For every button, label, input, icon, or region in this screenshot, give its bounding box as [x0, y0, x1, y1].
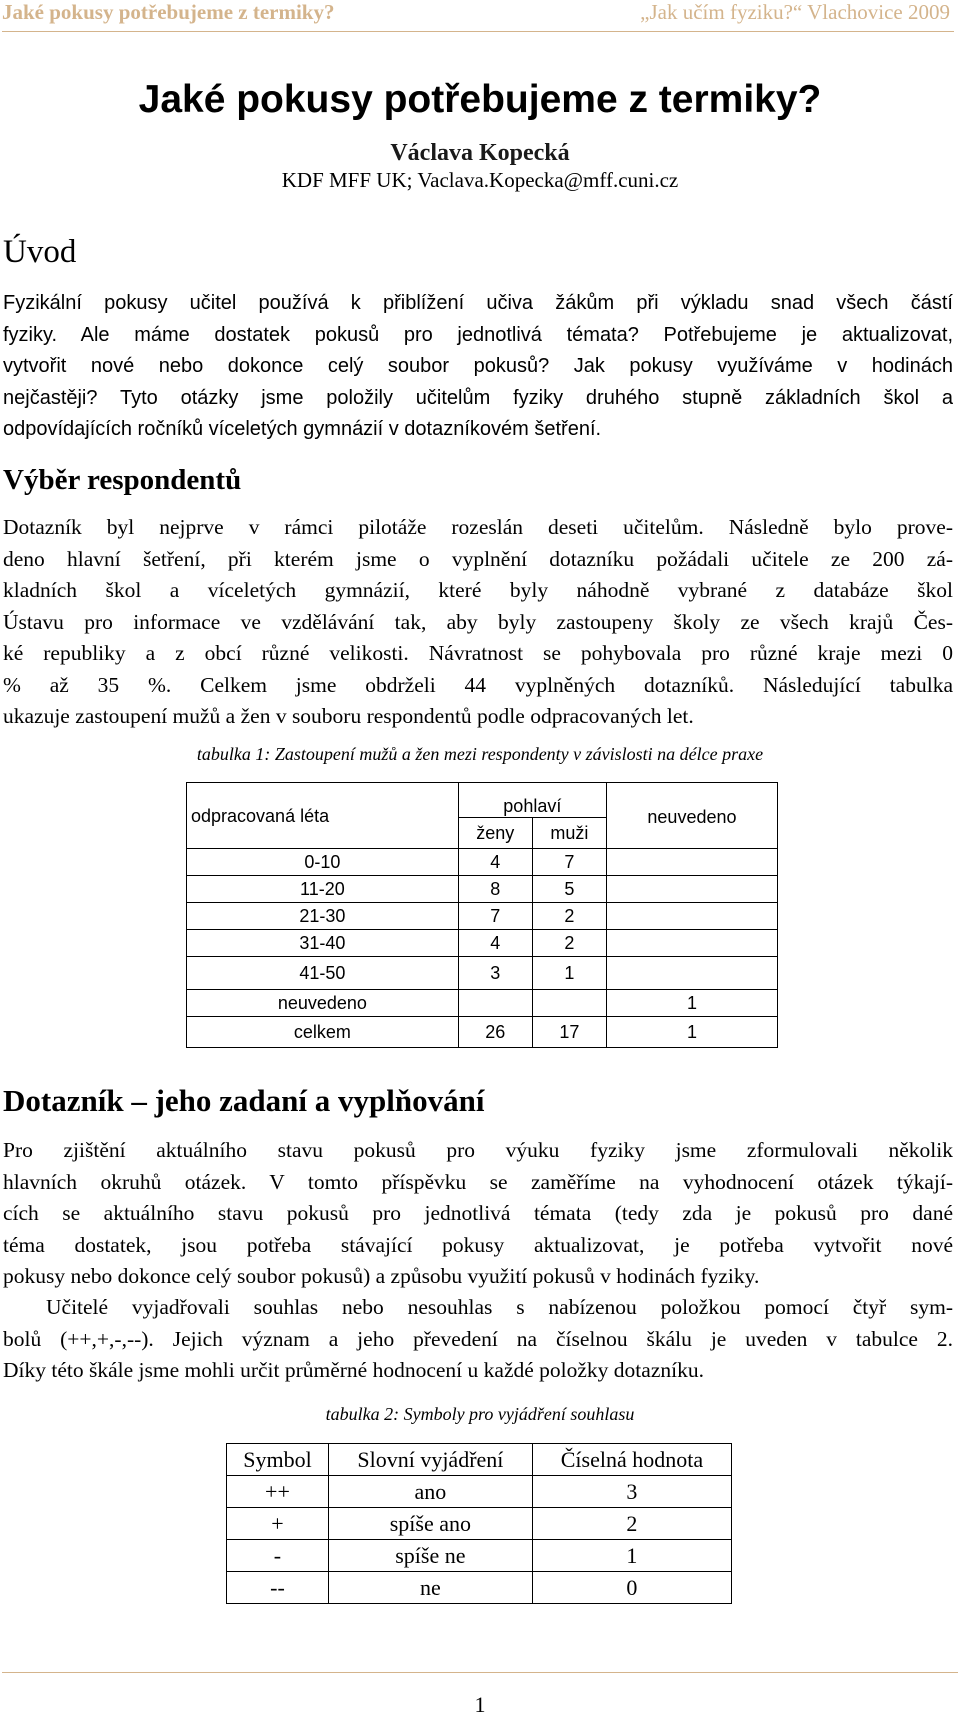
header-symbol: Symbol — [227, 1444, 329, 1476]
running-header-conference: „Jak učím fyziku?“ Vlachovice 2009 — [640, 0, 950, 24]
text-line: Učitelé vyjadřovali souhlas nebo nesouhlas s nabízenou položkou pomocí čtyř sym- — [46, 1295, 953, 1319]
cell-numeric: 0 — [532, 1572, 731, 1604]
table-row — [187, 990, 778, 1017]
header-men: muži — [532, 818, 606, 849]
text-line: pokusy nebo dokonce celý soubor pokusů) a způsobu využití pokusů v hodinách fyziky. — [3, 1264, 760, 1288]
text-line: fyziky. Ale máme dostatek pokusů pro jednotlivá témata? Potřebujeme je aktualizovat, — [3, 323, 953, 346]
text-line: ukazuje zastoupení mužů a žen v souboru respondentů podle odpracovaných let. — [3, 704, 694, 728]
text-line: Ústavu pro informace ve vzdělávání tak, aby byly zastoupeny školy ze všech krajů Čes- — [3, 609, 953, 634]
table-header-row — [227, 1444, 732, 1476]
cell-men: 2 — [532, 903, 606, 930]
respondents-paragraph — [3, 512, 953, 733]
cell-men — [532, 990, 606, 1017]
header-women: ženy — [458, 818, 532, 849]
header-rule — [2, 31, 954, 32]
cell-verbal: spíše ne — [328, 1540, 532, 1572]
text-line: deno hlavní šetření, při kterém jsme o vyplnění dotazníku požádali učitele ze 200 zá- — [3, 546, 953, 571]
text-line: Dotazník byl nejprve v rámci pilotáže rozeslán deseti učitelům. Následně bylo prove- — [3, 515, 953, 539]
cell-years: 31-40 — [187, 930, 459, 957]
text-line: vytvořit nové nebo dokonce celý soubor pokusů? Jak pokusy využíváme v hodinách — [3, 355, 953, 377]
heading-intro: Úvod — [3, 234, 77, 270]
cell-men: 5 — [532, 876, 606, 903]
table-row — [187, 1017, 778, 1048]
table-row — [187, 849, 778, 876]
table-row — [187, 930, 778, 957]
cell-years: 11-20 — [187, 876, 459, 903]
questionnaire-paragraph-2 — [3, 1292, 953, 1387]
table-row — [227, 1572, 732, 1604]
cell-women: 4 — [458, 930, 532, 957]
running-header-title: Jaké pokusy potřebujeme z termiky? — [2, 0, 335, 24]
cell-unknown — [606, 957, 777, 990]
text-line: Pro zjištění aktuálního stavu pokusů pro výuku fyziky jsme zformulovali několik — [3, 1138, 953, 1162]
text-line: odpovídajících ročníků víceletých gymnázií v dotazníkovém šetření. — [3, 418, 602, 440]
cell-women: 7 — [458, 903, 532, 930]
cell-women — [458, 990, 532, 1017]
cell-men: 17 — [532, 1017, 606, 1048]
text-line: nejčastěji? Tyto otázky jsme položily učitelům fyziky druhého stupně základních škol a — [3, 386, 953, 409]
cell-unknown — [606, 849, 777, 876]
cell-verbal: ano — [328, 1476, 532, 1508]
text-line: bolů (++,+,-,--). Jejich význam a jeho převedení na číselnou škálu je uveden v tabulce 2. — [3, 1326, 953, 1351]
text-line: % až 35 %. Celkem jsme obdrželi 44 vyplněných dotazníků. Následující tabulka — [3, 672, 953, 697]
cell-women: 4 — [458, 849, 532, 876]
cell-unknown — [606, 903, 777, 930]
table-row — [227, 1508, 732, 1540]
table-row — [227, 1540, 732, 1572]
cell-unknown — [606, 876, 777, 903]
table-row — [187, 876, 778, 903]
text-line: hlavních okruhů otázek. V tomto příspěvku se zaměříme na vyhodnocení otázek týkají- — [3, 1169, 953, 1194]
footer-rule — [2, 1672, 958, 1673]
table2-caption: tabulka 2: Symboly pro vyjádření souhlasu — [325, 1404, 635, 1424]
header-numeric: Číselná hodnota — [532, 1444, 731, 1476]
text-line: cích se aktuálního stavu pokusů pro jednotlivá témata (tedy zda je pokusů pro dané — [3, 1201, 953, 1225]
cell-years: 21-30 — [187, 903, 459, 930]
cell-numeric: 3 — [532, 1476, 731, 1508]
cell-numeric: 1 — [532, 1540, 731, 1572]
header-gender: pohlaví — [458, 783, 606, 818]
cell-symbol: ++ — [227, 1476, 329, 1508]
header-verbal: Slovní vyjádření — [328, 1444, 532, 1476]
page-number: 1 — [474, 1692, 486, 1717]
text-line: ké republiky a z obcí různé velikosti. Návratnost se pohybovala pro různé kraje mezi 0 — [3, 641, 953, 665]
text-line: Díky této škále jsme mohli určit průměrné hodnocení u každé položky dotazníku. — [3, 1358, 704, 1382]
cell-men: 1 — [532, 957, 606, 990]
cell-men: 2 — [532, 930, 606, 957]
cell-symbol: - — [227, 1540, 329, 1572]
table1-caption: tabulka 1: Zastoupení mužů a žen mezi respondenty v závislosti na délce praxe — [196, 744, 764, 764]
table-row — [227, 1476, 732, 1508]
cell-symbol: + — [227, 1508, 329, 1540]
cell-years: celkem — [187, 1017, 459, 1048]
cell-men: 7 — [532, 849, 606, 876]
cell-unknown: 1 — [606, 990, 777, 1017]
table-row — [187, 903, 778, 930]
cell-numeric: 2 — [532, 1508, 731, 1540]
cell-women: 8 — [458, 876, 532, 903]
cell-verbal: spíše ano — [328, 1508, 532, 1540]
text-line: téma dostatek, jsou potřeba stávající pokusy aktualizovat, je potřeba vytvořit nové — [3, 1232, 953, 1257]
table-row — [187, 957, 778, 990]
text-line: kladních škol a víceletých gymnázií, které byly náhodně vybrané z databáze škol — [3, 578, 953, 602]
table-gender-by-experience — [186, 782, 778, 1048]
author-affiliation: KDF MFF UK; Vaclava.Kopecka@mff.cuni.cz — [281, 168, 679, 192]
paper-title: Jaké pokusy potřebujeme z termiky? — [138, 78, 822, 121]
questionnaire-paragraph-1 — [3, 1135, 953, 1293]
cell-unknown — [606, 930, 777, 957]
heading-respondents: Výběr respondentů — [3, 464, 242, 496]
cell-years: neuvedeno — [187, 990, 459, 1017]
heading-questionnaire: Dotazník – jeho zadaní a vyplňování — [3, 1083, 485, 1118]
cell-unknown: 1 — [606, 1017, 777, 1048]
cell-years: 41-50 — [187, 957, 459, 990]
intro-paragraph — [3, 288, 953, 446]
cell-years: 0-10 — [187, 849, 459, 876]
cell-verbal: ne — [328, 1572, 532, 1604]
cell-symbol: -- — [227, 1572, 329, 1604]
text-line: Fyzikální pokusy učitel používá k přiblížení učiva žákům při výkladu snad všech částí — [3, 292, 953, 314]
header-years: odpracovaná léta — [187, 783, 459, 849]
header-unknown: neuvedeno — [606, 783, 777, 849]
table-agreement-symbols — [226, 1443, 732, 1604]
cell-women: 3 — [458, 957, 532, 990]
cell-women: 26 — [458, 1017, 532, 1048]
author-name: Václava Kopecká — [390, 140, 570, 166]
